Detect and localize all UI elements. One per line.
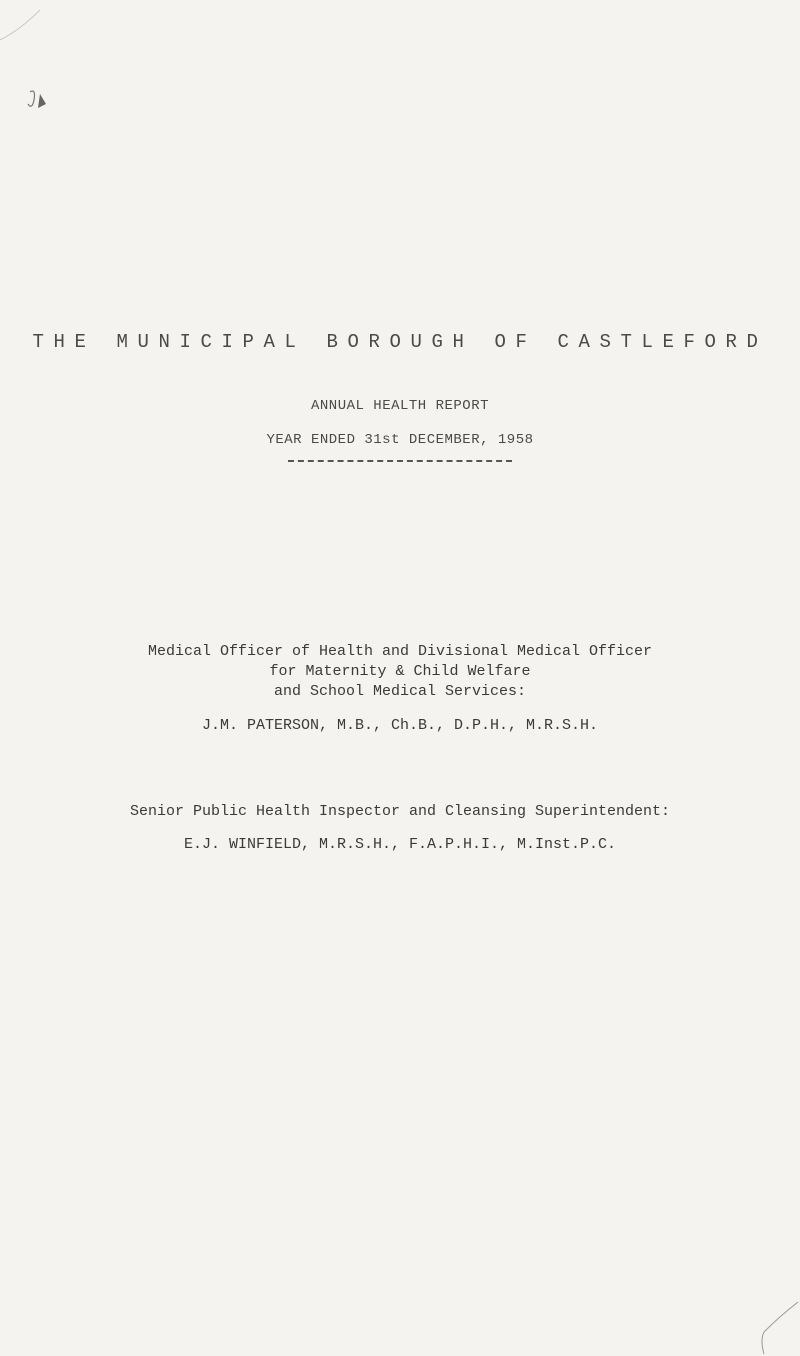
scan-artifact-top-left [0,0,80,120]
medical-officer-role-line3: and School Medical Services: [273,683,527,700]
report-title: THE MUNICIPAL BOROUGH OF CASTLEFORD [32,331,768,353]
dashed-divider [288,460,512,462]
medical-officer-name: J.M. PATERSON, M.B., Ch.B., D.P.H., M.R.S.H. [201,717,599,734]
inspector-name: E.J. WINFIELD, M.R.S.H., F.A.P.H.I., M.Inst.P.C. [183,836,617,853]
medical-officer-role-line1: Medical Officer of Health and Divisional Medical Officer [147,643,653,660]
report-year: YEAR ENDED 31st DECEMBER, 1958 [266,432,534,448]
report-subtitle: ANNUAL HEALTH REPORT [310,398,490,414]
inspector-role: Senior Public Health Inspector and Cleansing Superintendent: [129,803,671,820]
medical-officer-role-line2: for Maternity & Child Welfare [269,663,531,680]
scan-artifact-bottom-right [740,1296,800,1356]
